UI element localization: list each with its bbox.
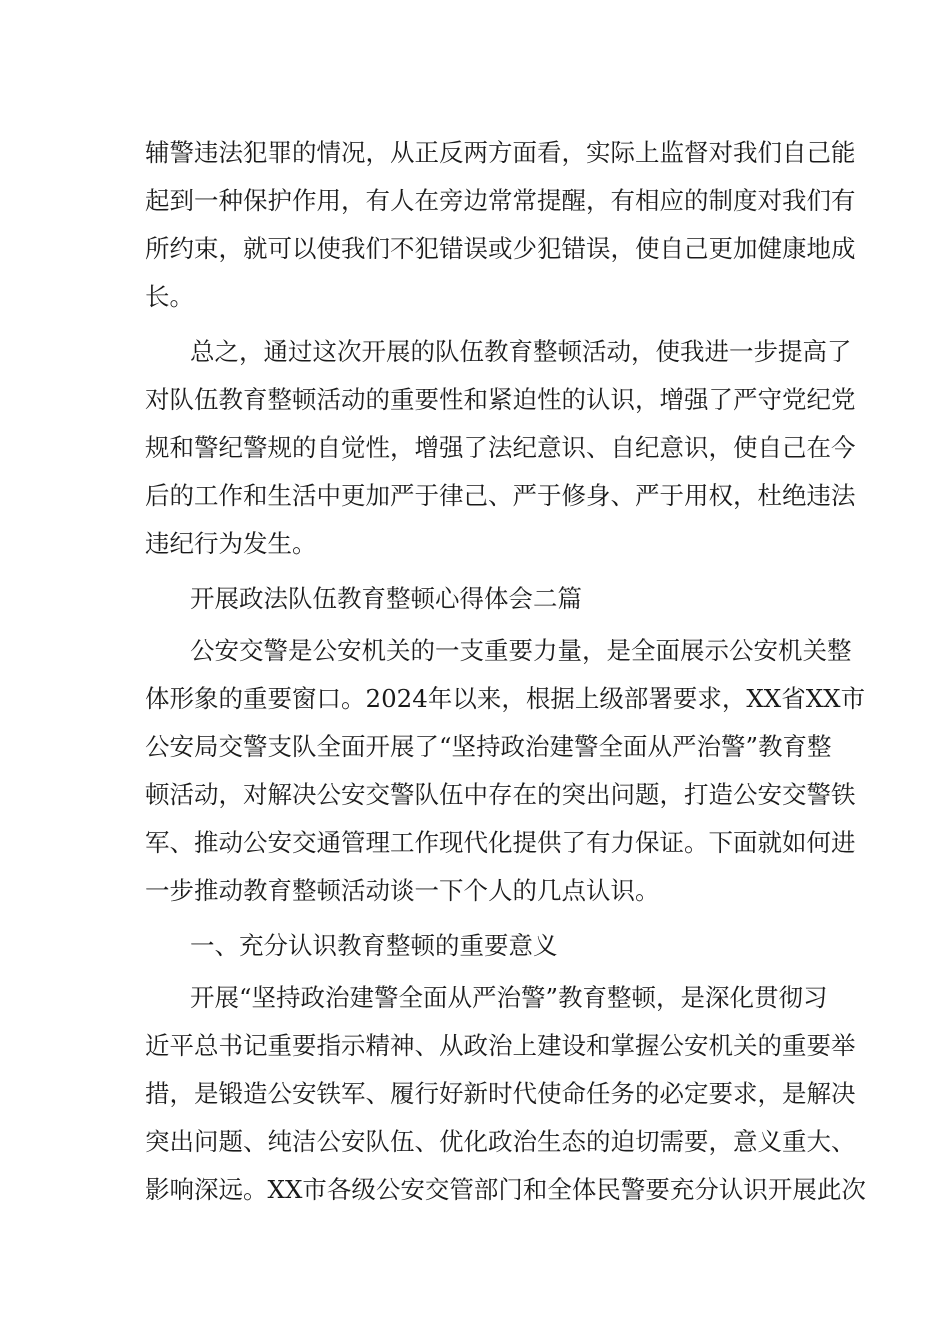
text-line: 对队伍教育整顿活动的重要性和紧迫性的认识，增强了严守党纪党 [145, 385, 856, 414]
text-line: 长。 [145, 282, 194, 311]
text-line: 辅警违法犯罪的情况，从正反两方面看，实际上监督对我们自己能 [145, 138, 856, 167]
paragraph-first-line: 总之，通过这次开展的队伍教育整顿活动，使我进一步提高了 [190, 337, 852, 366]
text-line: 后的工作和生活中更加严于律己、严于修身、严于用权，杜绝违法 [145, 481, 856, 510]
paragraph-first-line: 开展“坚持政治建警全面从严治警”教育整顿，是深化贯彻习 [190, 983, 828, 1012]
section-heading: 开展政法队伍教育整顿心得体会二篇 [190, 584, 582, 613]
text-line: 军、推动公安交通管理工作现代化提供了有力保证。下面就如何进 [145, 828, 856, 857]
text-line: 影响深远。XX市各级公安交管部门和全体民警要充分认识开展此次 [145, 1175, 866, 1204]
text-line: 体形象的重要窗口。2024年以来，根据上级部署要求，XX省XX市 [145, 684, 866, 713]
section-heading: 一、充分认识教育整顿的重要意义 [190, 931, 558, 960]
paragraph-first-line: 公安交警是公安机关的一支重要力量，是全面展示公安机关整 [190, 636, 852, 665]
text-line: 措，是锻造公安铁军、履行好新时代使命任务的必定要求，是解决 [145, 1079, 856, 1108]
text-line: 所约束，就可以使我们不犯错误或少犯错误，使自己更加健康地成 [145, 234, 856, 263]
text-line: 一步推动教育整顿活动谈一下个人的几点认识。 [145, 876, 660, 905]
text-line: 违纪行为发生。 [145, 529, 317, 558]
text-line: 突出问题、纯洁公安队伍、优化政治生态的迫切需要，意义重大、 [145, 1127, 856, 1156]
text-line: 规和警纪警规的自觉性，增强了法纪意识、自纪意识，使自己在今 [145, 433, 856, 462]
text-line: 顿活动，对解决公安交警队伍中存在的突出问题，打造公安交警铁 [145, 780, 856, 809]
text-line: 近平总书记重要指示精神、从政治上建设和掌握公安机关的重要举 [145, 1031, 856, 1060]
text-line: 公安局交警支队全面开展了“坚持政治建警全面从严治警”教育整 [145, 732, 832, 761]
text-line: 起到一种保护作用，有人在旁边常常提醒，有相应的制度对我们有 [145, 186, 856, 215]
